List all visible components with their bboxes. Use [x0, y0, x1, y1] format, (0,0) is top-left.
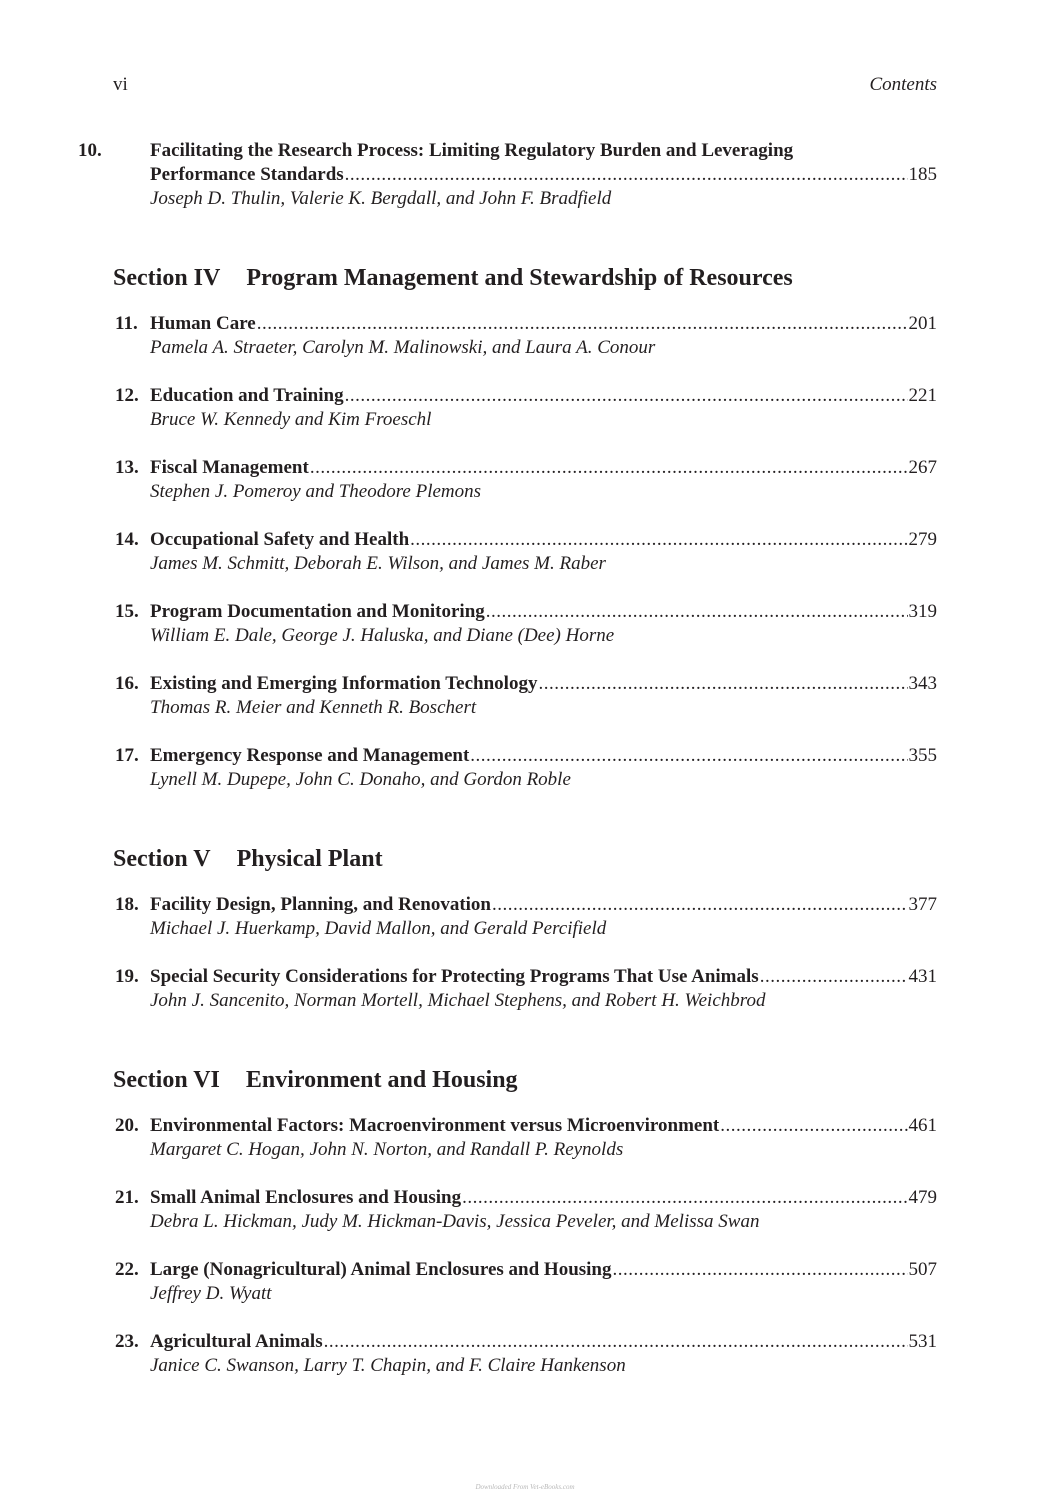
toc-entry-19[interactable] [113, 965, 937, 1013]
chapter-number: 10. [78, 140, 102, 161]
chapter-page: 507 [908, 1259, 937, 1280]
chapter-number: 15. [115, 601, 139, 622]
chapter-page: 221 [908, 385, 937, 406]
section-label: Section VI [113, 1067, 220, 1093]
section-label: Section V [113, 846, 211, 872]
chapter-page: 531 [908, 1331, 937, 1352]
section-heading [113, 1065, 937, 1095]
chapter-page: 279 [908, 529, 937, 550]
toc-entry-22[interactable] [113, 1258, 937, 1306]
chapter-page: 319 [908, 601, 937, 622]
dot-leader [486, 600, 908, 624]
toc-entry-10[interactable] [78, 139, 937, 211]
toc-entry-23[interactable] [113, 1330, 937, 1378]
chapter-page: 343 [908, 673, 937, 694]
chapter-page: 201 [908, 313, 937, 334]
chapter-title: Small Animal Enclosures and Housing [150, 1187, 462, 1208]
chapter-title: Program Documentation and Monitoring [150, 601, 485, 622]
dot-leader [345, 163, 908, 187]
section-title: Environment and Housing [245, 1067, 518, 1093]
section-label: Section IV [113, 265, 221, 291]
chapter-title-cont: Performance Standards [150, 164, 344, 185]
section-heading [113, 263, 937, 293]
chapter-title: Emergency Response and Management [150, 745, 470, 766]
chapter-title: Facilitating the Research Process: Limiting Regulatory Burden and Leveraging [150, 140, 794, 161]
dot-leader [538, 672, 907, 696]
section-title: Physical Plant [236, 846, 383, 872]
chapter-authors: Joseph D. Thulin, Valerie K. Bergdall, and John F. Bradfield [150, 188, 612, 209]
toc-entry-18[interactable] [113, 893, 937, 941]
chapter-page: 479 [908, 1187, 937, 1208]
toc-entry-20[interactable] [113, 1114, 937, 1162]
toc-entry-21[interactable] [113, 1186, 937, 1234]
toc-entry-15[interactable] [113, 600, 937, 648]
chapter-title: Occupational Safety and Health [150, 529, 410, 550]
chapter-title: Large (Nonagricultural) Animal Enclosures and Housing [150, 1259, 612, 1280]
chapter-page: 461 [908, 1115, 937, 1136]
chapter-number: 11. [115, 313, 138, 334]
dot-leader [760, 965, 908, 989]
chapter-authors: Margaret C. Hogan, John N. Norton, and Randall P. Reynolds [150, 1139, 624, 1160]
chapter-title: Facility Design, Planning, and Renovation [150, 894, 491, 915]
chapter-number: 22. [115, 1259, 139, 1280]
chapter-number: 17. [115, 745, 139, 766]
chapter-title: Education and Training [150, 385, 344, 406]
chapter-title: Fiscal Management [150, 457, 309, 478]
dot-leader [257, 312, 908, 336]
chapter-authors: William E. Dale, George J. Haluska, and Diane (Dee) Horne [150, 625, 615, 646]
chapter-number: 12. [115, 385, 139, 406]
toc-entry-13[interactable] [113, 456, 937, 504]
chapter-authors: Lynell M. Dupepe, John C. Donaho, and Gordon Roble [150, 769, 571, 790]
chapter-title: Human Care [150, 313, 256, 334]
toc-entry-16[interactable] [113, 672, 937, 720]
chapter-page: 185 [908, 164, 937, 185]
toc-entry-14[interactable] [113, 528, 937, 576]
chapter-page: 377 [908, 894, 937, 915]
chapter-page: 355 [908, 745, 937, 766]
dot-leader [492, 893, 908, 917]
chapter-page: 431 [908, 966, 937, 987]
toc-entry-17[interactable] [113, 744, 937, 792]
section-heading [113, 844, 937, 874]
chapter-authors: James M. Schmitt, Deborah E. Wilson, and James M. Raber [150, 553, 606, 574]
chapter-number: 21. [115, 1187, 139, 1208]
dot-leader [720, 1114, 907, 1138]
chapter-number: 23. [115, 1331, 139, 1352]
dot-leader [462, 1186, 907, 1210]
chapter-authors: Bruce W. Kennedy and Kim Froeschl [150, 409, 432, 430]
running-head [113, 74, 937, 98]
toc-entry-11[interactable] [113, 312, 937, 360]
chapter-authors: Janice C. Swanson, Larry T. Chapin, and F. Claire Hankenson [150, 1355, 626, 1376]
chapter-number: 13. [115, 457, 139, 478]
table-of-contents [78, 139, 937, 1378]
toc-entry-12[interactable] [113, 384, 937, 432]
chapter-title: Environmental Factors: Macroenvironment versus Microenvironment [150, 1115, 720, 1136]
page-number: vi [113, 74, 128, 95]
dot-leader [410, 528, 907, 552]
chapter-authors: Pamela A. Straeter, Carolyn M. Malinowski, and Laura A. Conour [150, 337, 656, 358]
dot-leader [613, 1258, 908, 1282]
chapter-number: 20. [115, 1115, 139, 1136]
chapter-title: Agricultural Animals [150, 1331, 323, 1352]
chapter-number: 18. [115, 894, 139, 915]
dot-leader [470, 744, 907, 768]
chapter-page: 267 [908, 457, 937, 478]
chapter-title: Existing and Emerging Information Technology [150, 673, 538, 694]
dot-leader [324, 1330, 908, 1354]
chapter-authors: Stephen J. Pomeroy and Theodore Plemons [150, 481, 482, 502]
dot-leader [310, 456, 908, 480]
chapter-authors: John J. Sancenito, Norman Mortell, Michael Stephens, and Robert H. Weichbrod [150, 990, 766, 1011]
chapter-authors: Jeffrey D. Wyatt [150, 1283, 272, 1304]
chapter-authors: Thomas R. Meier and Kenneth R. Boschert [150, 697, 477, 718]
chapter-authors: Michael J. Huerkamp, David Mallon, and Gerald Percifield [150, 918, 607, 939]
section-title: Program Management and Stewardship of Resources [246, 265, 793, 291]
chapter-title: Special Security Considerations for Protecting Programs That Use Animals [150, 966, 759, 987]
chapter-number: 19. [115, 966, 139, 987]
download-watermark: Downloaded From Vet-eBooks.com [475, 1483, 575, 1491]
chapter-number: 16. [115, 673, 139, 694]
running-title: Contents [869, 74, 937, 95]
chapter-number: 14. [115, 529, 139, 550]
chapter-authors: Debra L. Hickman, Judy M. Hickman-Davis, Jessica Peveler, and Melissa Swan [150, 1211, 760, 1232]
dot-leader [345, 384, 908, 408]
